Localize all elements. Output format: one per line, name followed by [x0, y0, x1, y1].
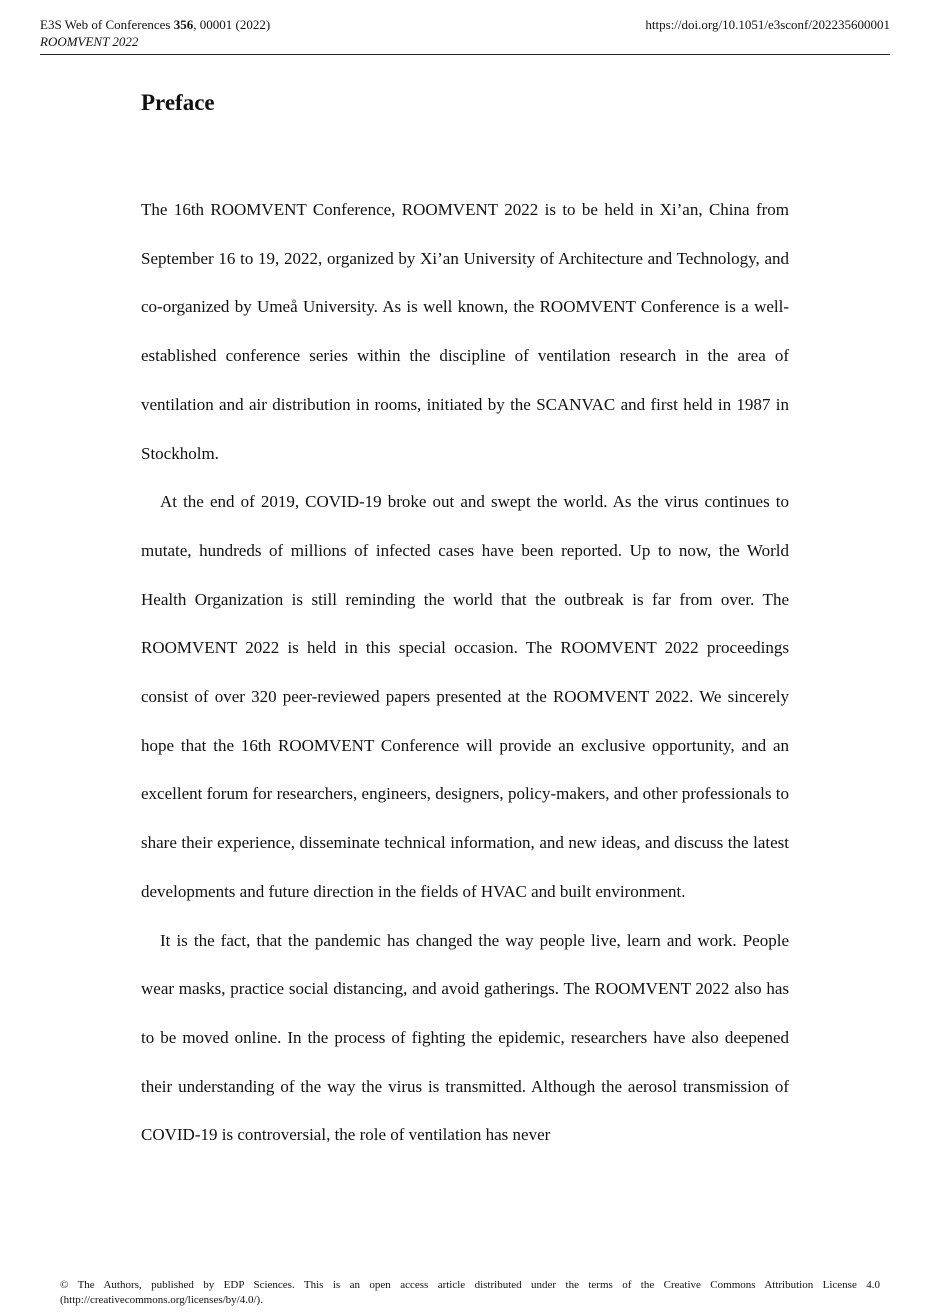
journal-name: E3S Web of Conferences [40, 17, 174, 32]
paragraph-3: It is the fact, that the pandemic has changed the way people live, learn and work. People wear masks, practice social distancing, and avoid gatherings. The ROOMVENT 2022 also has to be moved online. In the process of fighting the epidemic, researchers have also deepened their understanding of the way the virus is transmitted. Although the aerosol transmission of COVID-19 is controversial, the role of ventilation has never [141, 930, 789, 1145]
article-info: , 00001 (2022) [193, 17, 271, 32]
conference-name: ROOMVENT 2022 [40, 34, 139, 49]
doi-link[interactable]: https://doi.org/10.1051/e3sconf/202235600001 [645, 17, 890, 32]
preface-body [141, 186, 789, 1160]
paragraph-2: At the end of 2019, COVID-19 broke out and swept the world. As the virus continues to mutate, hundreds of millions of infected cases have been reported. Up to now, the World Health Organization is still reminding the world that the outbreak is far from over. The ROOMVENT 2022 is held in this special occasion. The ROOMVENT 2022 proceedings consist of over 320 peer-reviewed papers presented at the ROOMVENT 2022. We sincerely hope that the 16th ROOMVENT Conference will provide an exclusive opportunity, and an excellent forum for researchers, engineers, designers, policy-makers, and other professionals to share their experience, disseminate technical information, and new ideas, and discuss the latest developments and future direction in the fields of HVAC and built environment. [141, 492, 789, 901]
license-footer: © The Authors, published by EDP Sciences. This is an open access article distributed under the terms of the Creative Commons Attribution License 4.0 (http://creativecommons.org/licenses/by/4.0/). [60, 1279, 880, 1306]
page-header [40, 14, 890, 55]
journal-volume: 356 [173, 17, 194, 32]
journal-citation [40, 16, 270, 33]
page-title: Preface [141, 90, 215, 115]
paragraph-1: The 16th ROOMVENT Conference, ROOMVENT 2022 is to be held in Xi’an, China from September 16 to 19, 2022, organized by Xi’an University of Architecture and Technology, and co-organized by Umeå University. As is well known, the ROOMVENT Conference is a well-established conference series within the discipline of ventilation research in the area of ventilation and air distribution in rooms, initiated by the SCANVAC and first held in 1987 in Stockholm. [141, 200, 789, 463]
